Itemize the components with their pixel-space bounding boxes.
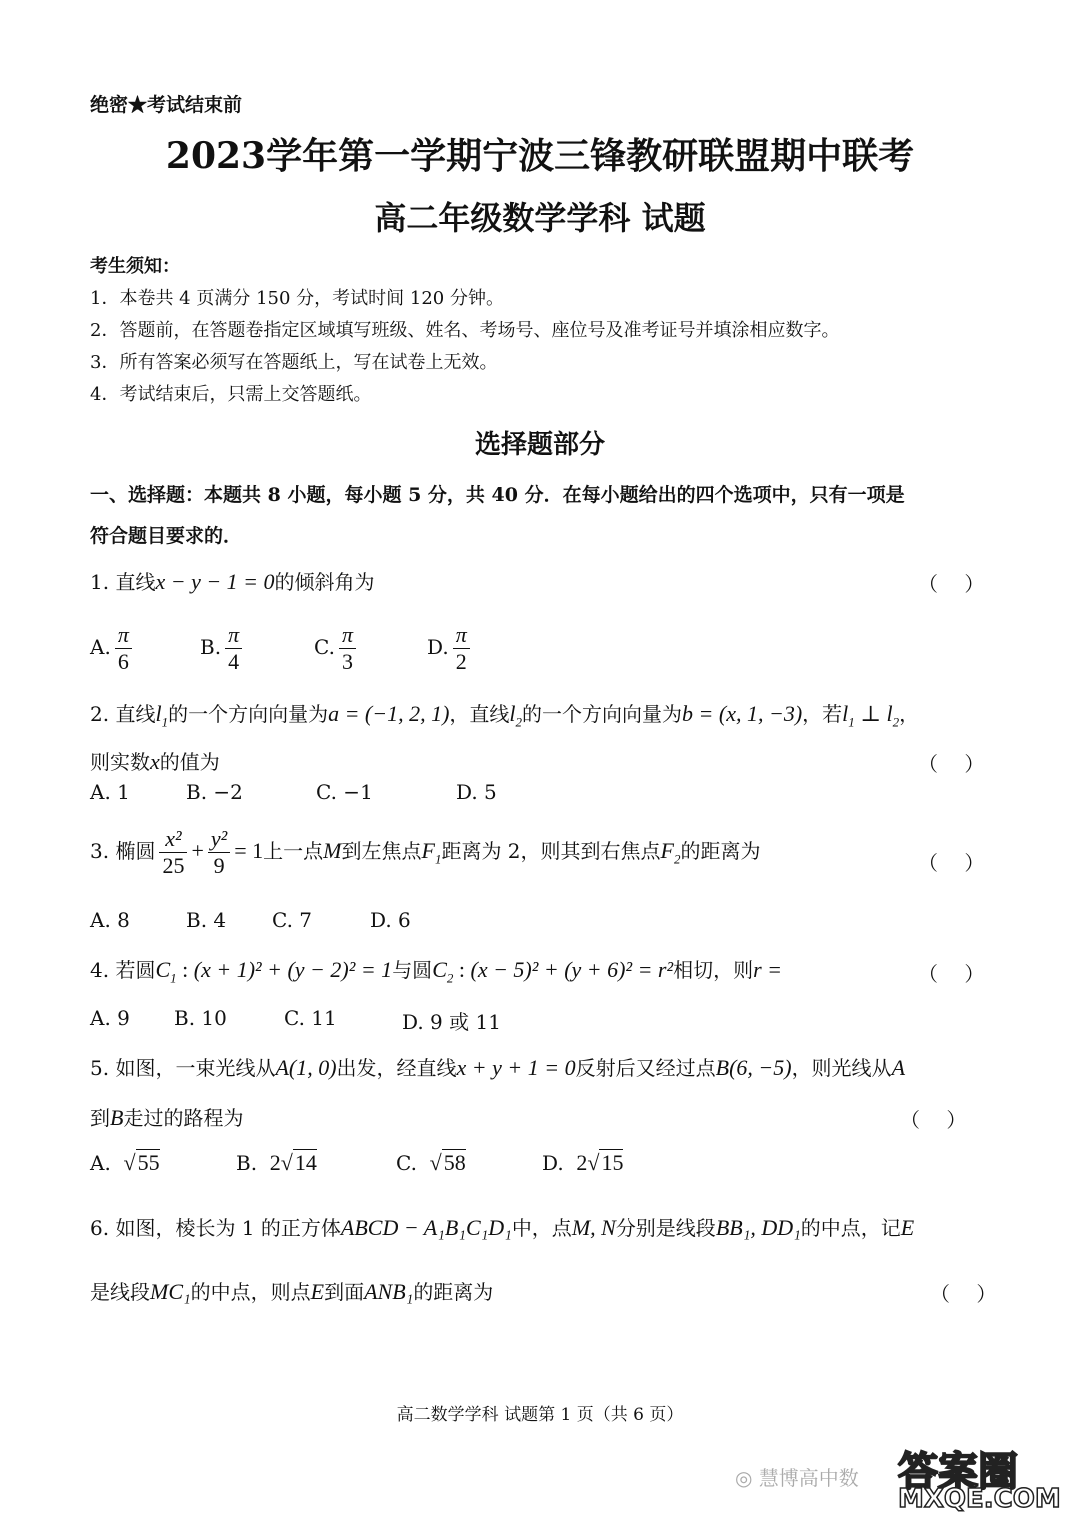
q1-option-a: A. $\frac{\pi}{6}$: [90, 622, 136, 675]
q1-option-c: C. $\frac{\pi}{3}$: [314, 622, 360, 675]
question-2: 2. 直线$l_1$的一个方向向量为a = (−1, 2, 1)，直线$l_2$的一个方向向量为b = (x, 1, −3)，若$l_1$ ⊥ $l_2$，: [90, 701, 920, 730]
part-instructions-cont: 符合题目要求的．: [90, 525, 243, 547]
site-logo-watermark: [898, 1440, 1061, 1514]
q2-option-d: D. 5: [456, 780, 497, 804]
question-4: 4. 若圆$C_1$ : (x + 1)² + (y − 2)² = 1与圆$C_2$ : (x − 5)² + (y + 6)² = r²相切，则r =: [90, 957, 782, 986]
notice-item: 3．所有答案必须写在答题纸上，写在试卷上无效。: [90, 352, 498, 373]
q4-option-a: A. 9: [90, 1006, 130, 1030]
notice-heading: 考生须知：: [90, 256, 180, 277]
wechat-watermark: ◎ 慧博高中数: [735, 1466, 859, 1490]
question-2-cont: 则实数x的值为: [90, 749, 220, 774]
question-6-cont: 是线段MC₁的中点，则点E到面ANB₁的距离为: [90, 1279, 494, 1304]
question-1: 1. 直线x − y − 1 = 0的倾斜角为: [90, 569, 375, 594]
answer-parens: （ ）: [930, 1282, 997, 1306]
q4-option-d: D. 9 或 11: [402, 1010, 501, 1034]
exam-title: 2023学年第一学期宁波三锋教研联盟期中联考: [165, 135, 915, 177]
answer-parens: （ ）: [900, 1108, 967, 1132]
notice-item: 4．考试结束后，只需上交答题纸。: [90, 384, 372, 405]
section-title: 选择题部分: [474, 430, 605, 460]
page-footer: 高二数学学科 试题第 1 页（共 6 页）: [396, 1405, 684, 1425]
q3-option-a: A. 8: [90, 908, 130, 932]
q5-option-b: B. 2√14: [236, 1150, 317, 1175]
answer-parens: （ ）: [918, 851, 985, 875]
part-instructions: 一、选择题：本题共 8 小题，每小题 5 分，共 40 分．在每小题给出的四个选项中，只有一项是: [90, 484, 905, 506]
q2-option-b: B. −2: [186, 780, 243, 804]
question-3: 3. 椭圆 $\frac{\text{x²}}{25}$ + $\frac{\text{y²}}{9}$ = 1上一点M到左焦点$F_1$距离为 2，则其到右焦点$F_2$的距离为: [90, 826, 761, 878]
answer-parens: （ ）: [918, 962, 985, 986]
q5-option-d: D. 2√15: [542, 1150, 624, 1175]
notice-item: 2．答题前，在答题卷指定区域填写班级、姓名、考场号、座位号及准考证号并填涂相应数字。: [90, 320, 840, 341]
logo-text-top: 答案圈: [898, 1449, 1018, 1495]
q3-option-b: B. 4: [186, 908, 227, 932]
confidential-label: 绝密★考试结束前: [90, 94, 243, 116]
exam-subtitle: 高二年级数学学科 试题: [374, 199, 706, 237]
q4-option-b: B. 10: [174, 1006, 227, 1030]
q1-option-d: D. $\frac{\pi}{2}$: [427, 622, 474, 675]
q4-option-c: C. 11: [284, 1006, 337, 1030]
answer-parens: （ ）: [918, 572, 985, 596]
question-6: 6. 如图，棱长为 1 的正方体ABCD − A₁B₁C₁D₁中，点M, N分别是线段BB₁, DD₁的中点，记E: [90, 1215, 915, 1240]
q3-option-d: D. 6: [370, 908, 411, 932]
q3-option-c: C. 7: [272, 908, 313, 932]
q2-option-c: C. −1: [316, 780, 373, 804]
q1-option-b: B. $\frac{\pi}{4}$: [200, 622, 246, 675]
q2-option-a: A. 1: [90, 780, 130, 804]
answer-parens: （ ）: [918, 752, 985, 776]
wechat-icon: ◎: [735, 1466, 753, 1490]
q5-option-a: A. √55: [90, 1150, 160, 1175]
notice-item: 1．本卷共 4 页满分 150 分，考试时间 120 分钟。: [90, 288, 504, 309]
question-5-cont: 到B走过的路程为: [90, 1105, 244, 1130]
q5-option-c: C. √58: [396, 1150, 466, 1175]
question-5: 5. 如图，一束光线从A(1, 0)出发，经直线x + y + 1 = 0反射后又经过点B(6, −5)，则光线从A: [90, 1055, 906, 1080]
logo-text-bottom: MXQE.COM: [898, 1484, 1061, 1514]
